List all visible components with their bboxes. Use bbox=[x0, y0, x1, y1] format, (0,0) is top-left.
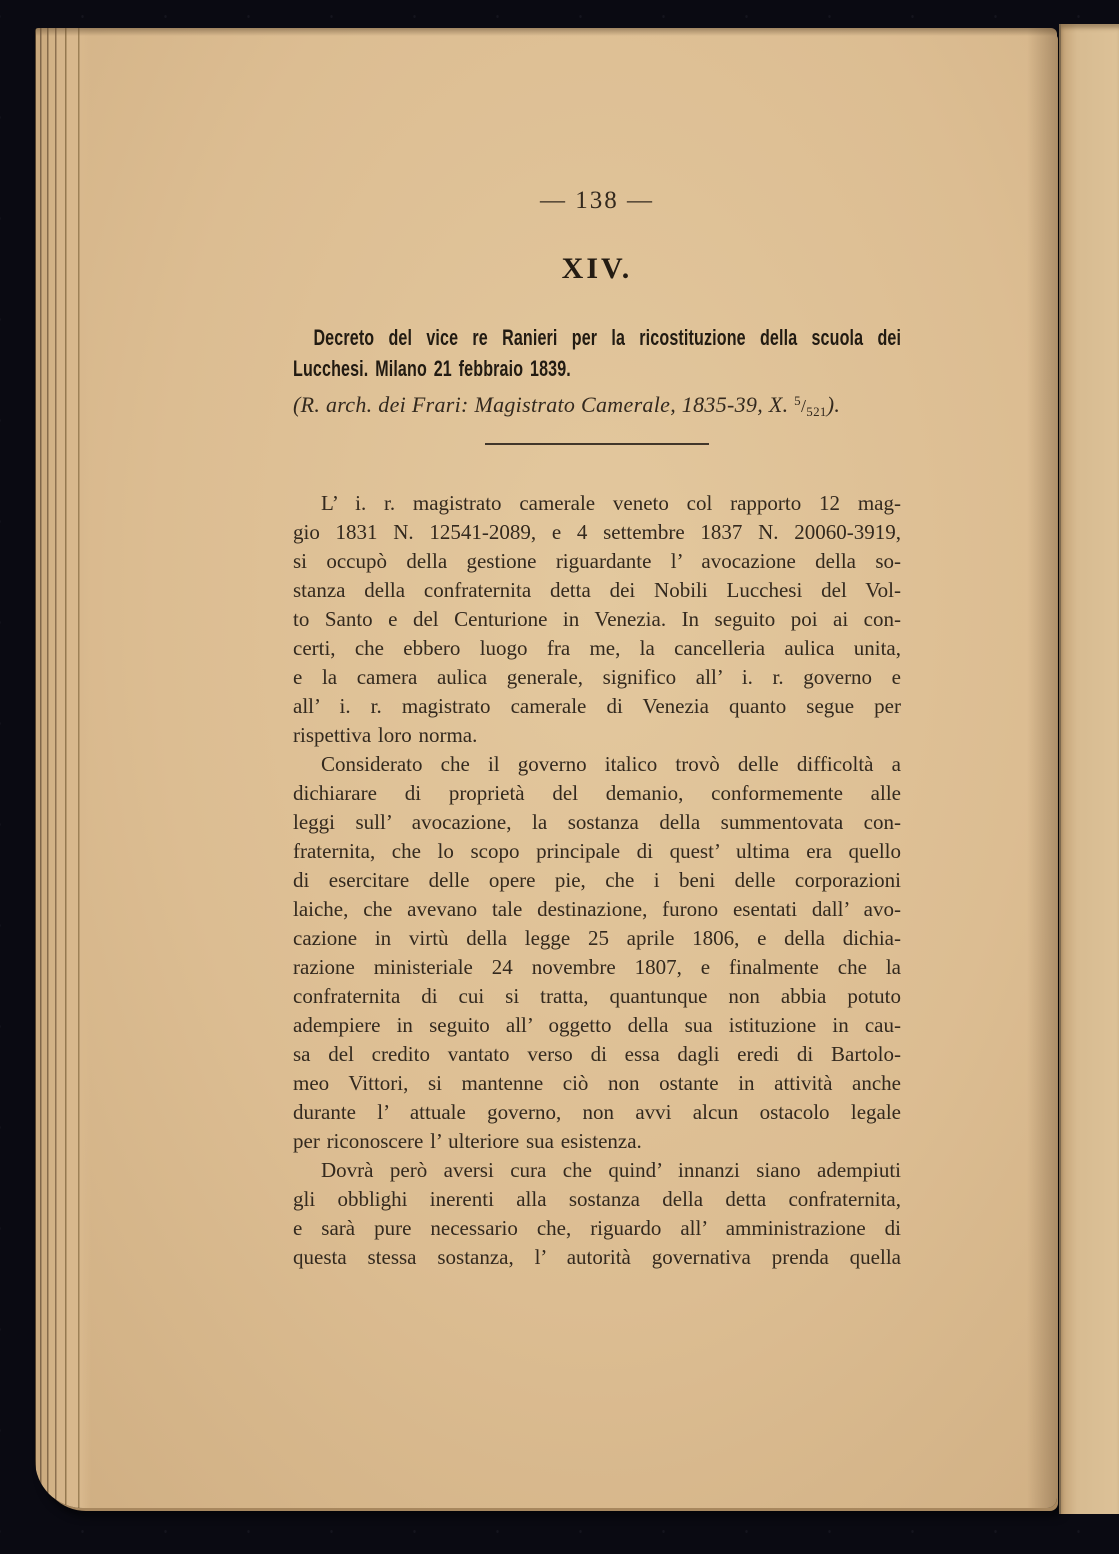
body-line: certi, che ebbero luogo fra me, la cancelleria aulica unita, bbox=[293, 636, 901, 660]
body-line: Dovrà però aversi cura che quind’ innanzi siano adempiuti bbox=[321, 1158, 901, 1182]
body-line: questa stessa sostanza, l’ autorità governativa prenda quella bbox=[293, 1245, 901, 1269]
adjacent-page bbox=[1059, 24, 1119, 1514]
citation-text: (R. arch. dei Frari: Magistrato Camerale, 1835-39, X. bbox=[293, 392, 795, 417]
citation-fraction-numerator: 5 bbox=[794, 393, 801, 408]
body-line: leggi sull’ avocazione, la sostanza della summentovata con- bbox=[293, 810, 901, 834]
body-line: di esercitare delle opere pie, che i beni delle corporazioni bbox=[293, 868, 901, 892]
body-line: fraternita, che lo scopo principale di quest’ ultima era quello bbox=[293, 839, 901, 863]
body-line: confraternita di cui si tratta, quantunque non abbia potuto bbox=[293, 984, 901, 1008]
body-line: all’ i. r. magistrato camerale di Venezia quanto segue per bbox=[293, 694, 901, 718]
body-line: dichiarare di proprietà del demanio, conformemente alle bbox=[293, 781, 901, 805]
section-divider bbox=[485, 443, 709, 445]
body-line: rispettiva loro norma. bbox=[293, 723, 478, 747]
body-line: durante l’ attuale governo, non avvi alcun ostacolo legale bbox=[293, 1100, 901, 1124]
body-line: sa del credito vantato verso di essa dagli eredi di Bartolo- bbox=[293, 1042, 901, 1066]
body-line: gli obblighi inerenti alla sostanza della detta confraternita, bbox=[293, 1187, 901, 1211]
body-line: e la camera aulica generale, significo all’ i. r. governo e bbox=[293, 665, 901, 689]
body-line: razione ministeriale 24 novembre 1807, e finalmente che la bbox=[293, 955, 901, 979]
body-line: laiche, che avevano tale destinazione, furono esentati dall’ avo- bbox=[293, 897, 901, 921]
body-line: meo Vittori, si mantenne ciò non ostante in attività anche bbox=[293, 1071, 901, 1095]
body-line: L’ i. r. magistrato camerale veneto col rapporto 12 mag- bbox=[321, 491, 901, 515]
citation-fraction-denominator: 521 bbox=[806, 404, 827, 419]
body-line: Considerato che il governo italico trovò delle difficoltà a bbox=[321, 752, 901, 776]
body-line: per riconoscere l’ ulteriore sua esistenza. bbox=[293, 1129, 642, 1153]
citation-text-end: ). bbox=[826, 392, 841, 417]
page-content bbox=[293, 186, 901, 1272]
body-line: e sarà pure necessario che, riguardo all’ amministrazione di bbox=[293, 1216, 901, 1240]
heading-line: Decreto del vice re Ranieri per la ricostituzione della scuola dei bbox=[313, 325, 902, 350]
heading-line: Lucchesi. Milano 21 febbraio 1839. bbox=[293, 356, 571, 381]
body-line: cazione in virtù della legge 25 aprile 1806, e della dichia- bbox=[293, 926, 901, 950]
body-line: si occupò della gestione riguardante l’ avocazione della so- bbox=[293, 549, 901, 573]
citation-fraction-slash: / bbox=[800, 396, 807, 416]
body-line: adempiere in seguito all’ oggetto della sua istituzione in cau- bbox=[293, 1013, 901, 1037]
decree-heading bbox=[293, 322, 901, 384]
body-line: stanza della confraternita detta dei Nobili Lucchesi del Vol- bbox=[293, 578, 901, 602]
body-line: to Santo e del Centurione in Venezia. In seguito poi ai con- bbox=[293, 607, 901, 631]
decree-body bbox=[293, 489, 901, 1272]
book-page bbox=[35, 28, 1057, 1508]
body-line: gio 1831 N. 12541-2089, e 4 settembre 1837 N. 20060-3919, bbox=[293, 520, 901, 544]
section-number: XIV. bbox=[561, 252, 633, 285]
archival-citation bbox=[293, 386, 901, 426]
page-number: — 138 — bbox=[540, 187, 654, 214]
